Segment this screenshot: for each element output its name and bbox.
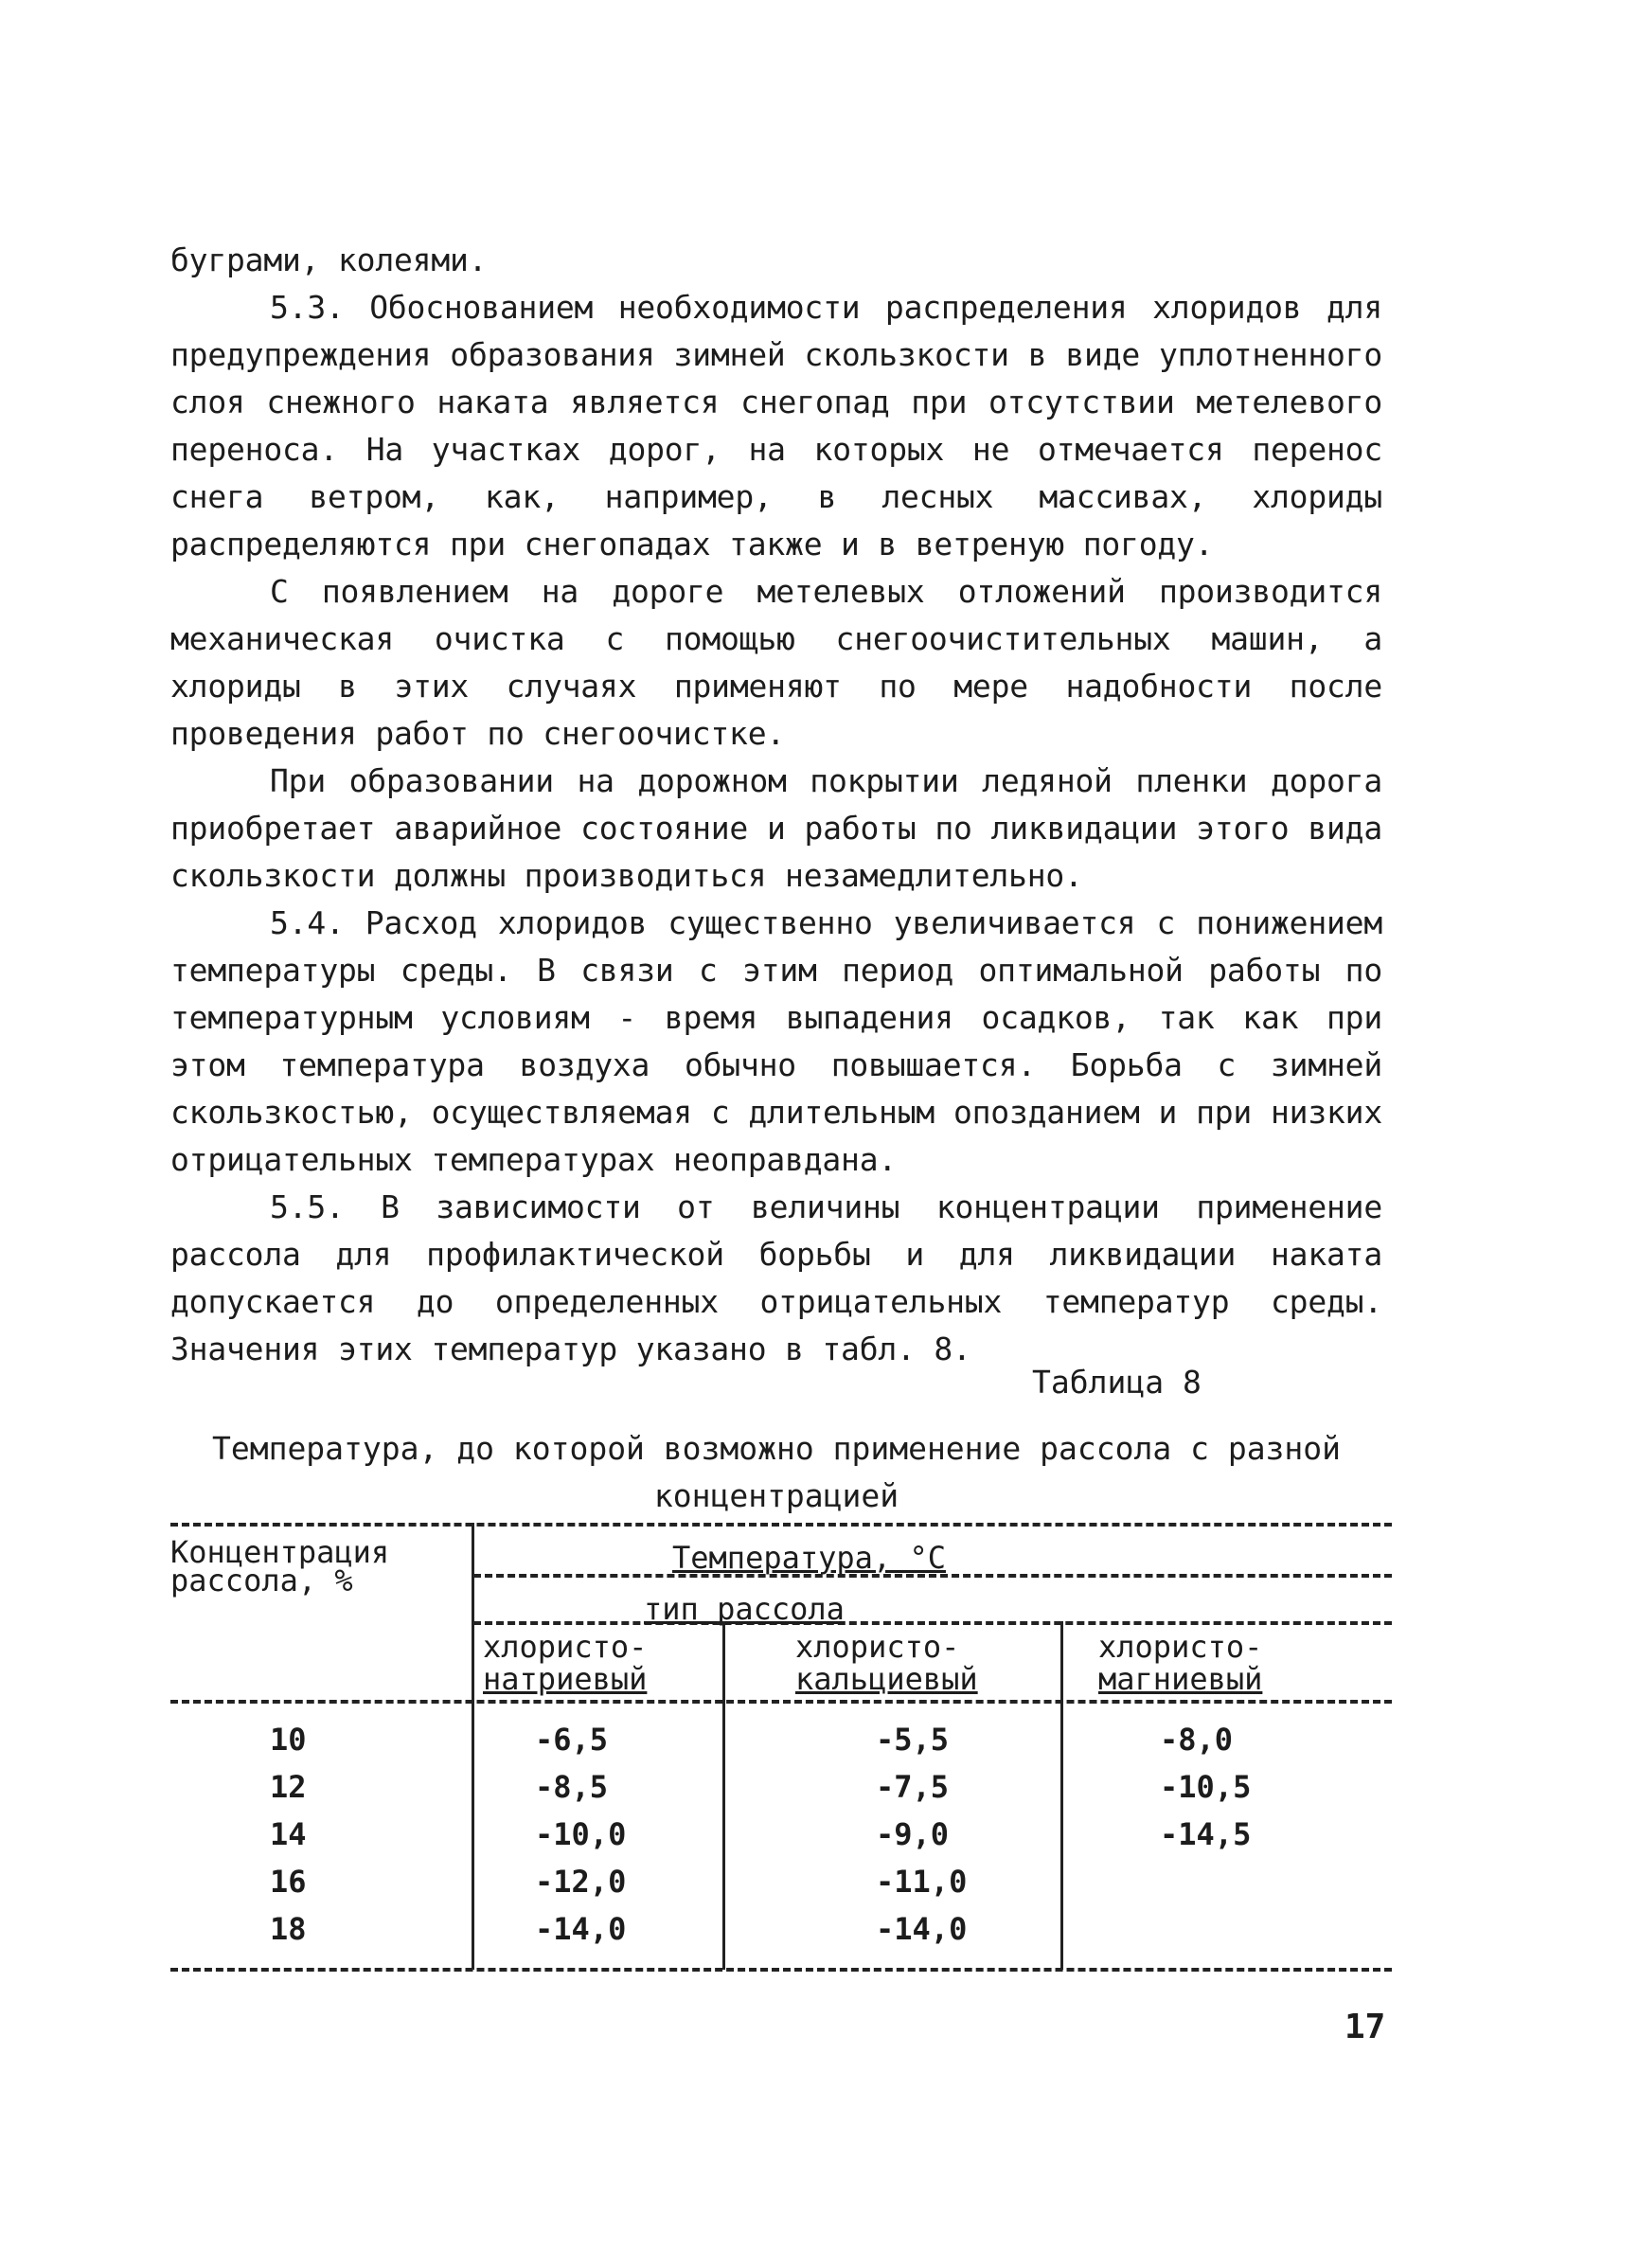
row-concentration: 16 <box>270 1864 307 1900</box>
header-bottom-rule <box>170 1700 1392 1704</box>
row-sodium-value: -8,5 <box>535 1769 609 1805</box>
row-calcium-value: -5,5 <box>876 1722 950 1758</box>
row-concentration: 18 <box>270 1911 307 1947</box>
header-temperature: Температура, °С <box>672 1540 946 1576</box>
row-calcium-value: -14,0 <box>876 1911 968 1947</box>
row-sodium-value: -14,0 <box>535 1911 627 1947</box>
row-concentration: 14 <box>270 1816 307 1852</box>
paragraph-ice-film: При образовании на дорожном покрытии ледяной пленки дорога приобретает аварийное состояние и работы по ликвидации этого вида скользкости должны производиться незамедлительно. <box>170 762 1382 894</box>
table-bottom-rule <box>170 1968 1392 1972</box>
paragraph-continuation: буграми, колеями. <box>170 241 488 278</box>
col-magnesium-line2: магниевый <box>1098 1661 1263 1697</box>
col-calcium-line1: хлористо- <box>795 1629 960 1665</box>
table-top-rule <box>170 1523 1392 1527</box>
paragraph-snow-deposits: С появлением на дороге метелевых отложений производится механическая очистка с помощью снегоочистительных машин, а хлориды в этих случаях применяют по мере надобности после проведения работ по снегоочистке. <box>170 573 1382 752</box>
row-calcium-value: -9,0 <box>876 1816 950 1852</box>
paragraph-5-5: 5.5. В зависимости от величины концентрации применение рассола для профилактической борьбы и для ликвидации наката допускается до определенных отрицательных температур среды. Значения этих температур указано в табл. 8. <box>170 1188 1382 1367</box>
row-magnesium-value: -8,0 <box>1160 1722 1234 1758</box>
row-calcium-value: -11,0 <box>876 1864 968 1900</box>
paragraph-5-3: 5.3. Обоснованием необходимости распределения хлоридов для предупреждения образования зимней скользкости в виде уплотненного слоя снежного наката является снегопад при отсутствии метелевого переноса. На участках дорог, на которых не отмечается перенос снега ветром, как, например, в лесных массивах, хлориды распределяются при снегопадах также и в ветреную погоду. <box>170 289 1382 563</box>
col-calcium-line2: кальциевый <box>795 1661 978 1697</box>
row-magnesium-value: -10,5 <box>1160 1769 1252 1805</box>
row-concentration: 10 <box>270 1722 307 1758</box>
table-title: Температура, до которой возможно применение рассола с разной концентрацией <box>211 1430 1342 1514</box>
brine-temperature-table <box>170 1515 1392 1970</box>
table-caption: Таблица 8 <box>1032 1364 1202 1401</box>
column-separator-2 <box>722 1621 725 1970</box>
paragraph-5-4: 5.4. Расход хлоридов существенно увеличивается с понижением температуры среды. В связи с этим период оптимальной работы по температурным условиям - время выпадения осадков, так как при этом температура воздуха обычно повышается. Борьба с зимней скользкостью, осуществляемая с длительным опозданием и при низких отрицательных температурах неоправдана. <box>170 904 1382 1178</box>
row-concentration: 12 <box>270 1769 307 1805</box>
col-sodium-line2: натриевый <box>483 1661 648 1697</box>
row-magnesium-value: -14,5 <box>1160 1816 1252 1852</box>
header-type: тип рассола <box>644 1591 845 1627</box>
row-sodium-value: -6,5 <box>535 1722 609 1758</box>
row-sodium-value: -12,0 <box>535 1864 627 1900</box>
col-magnesium-line1: хлористо- <box>1098 1629 1263 1665</box>
column-separator-1 <box>472 1523 474 1970</box>
row-calcium-value: -7,5 <box>876 1769 950 1805</box>
type-rule <box>473 1621 1392 1625</box>
page-number: 17 <box>1344 2008 1386 2046</box>
row-sodium-value: -10,0 <box>535 1816 627 1852</box>
col-sodium-line1: хлористо- <box>483 1629 648 1665</box>
header-concentration-line2: рассола, % <box>170 1563 353 1598</box>
header-concentration-line1: Концентрация <box>170 1534 390 1570</box>
column-separator-3 <box>1060 1621 1063 1970</box>
body-text <box>170 237 1382 1373</box>
